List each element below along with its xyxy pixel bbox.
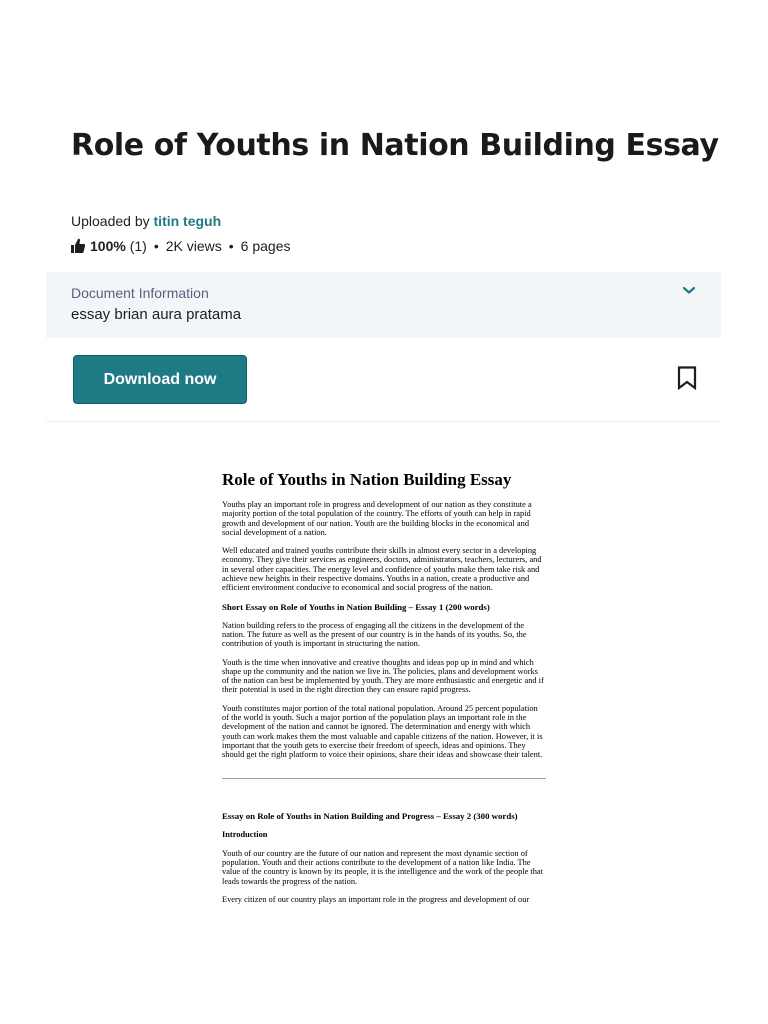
uploaded-by [71, 213, 221, 229]
view-count: 2K views [165, 238, 222, 254]
separator-dot: • [153, 238, 159, 254]
preview-paragraph: Youths play an important role in progress and development of our nation as they constitute a majority portion of the total population of the country. The efforts of youth can help in rapid growth and development of our nation. Youth are the building blocks in the economical and social development of a nation. [222, 500, 532, 537]
preview-heading: Essay on Role of Youths in Nation Building and Progress – Essay 2 (300 words) [222, 810, 518, 821]
document-preview-page [222, 470, 546, 913]
bookmark-icon[interactable] [676, 366, 698, 390]
document-information-panel[interactable] [46, 272, 721, 338]
thumbs-up-icon[interactable] [71, 238, 85, 254]
document-stats [71, 238, 291, 254]
page-count: 6 pages [240, 238, 291, 254]
preview-paragraph: Youth constitutes major portion of the total national population. Around 25 percent population of the world is youth. Such a major portion of the population plays an important role in the development of the nation and cannot be ignored. The determination and energy with which youth can work makes them the most valuable and capable citizens of the nation. However, it is important that the youth gets to exercise their freedom of speech, ideas and opinions. They should get the right platform to voice their opinions, share their ideas and showcase their talent. [222, 703, 543, 760]
preview-heading: Short Essay on Role of Youths in Nation Building – Essay 1 (200 words) [222, 601, 490, 612]
preview-paragraph: Youth is the time when innovative and creative thoughts and ideas pop up in mind and which shape up the community and the nation we live in. The policies, plans and development works of the nation can best be implemented by youth. They are more enthusiastic and energetic and if their potential is used in the right direction they can ensure rapid progress. [222, 657, 544, 695]
preview-rule [222, 778, 546, 779]
preview-title: Role of Youths in Nation Building Essay [222, 470, 512, 489]
document-description: essay brian aura pratama [71, 306, 242, 323]
author-link[interactable]: titin teguh [153, 213, 222, 229]
preview-paragraph: Nation building refers to the process of engaging all the citizens in the development of the nation. The future as well as the present of our country is in the hands of its youths. So, the contribution of youth is important in structuring the nation. [222, 620, 527, 649]
preview-paragraph: Every citizen of our country plays an important role in the progress and development of our [222, 895, 530, 905]
preview-subheading: Introduction [222, 829, 268, 839]
preview-paragraph: Well educated and trained youths contribute their skills in almost every sector in a developing economy. They give their services as engineers, doctors, administrators, teachers, lecturers, and in several other capacities. The energy level and confidence of youths make them take risk and achieve new heights in their respective domains. Youths in a nation, create a productive and efficient environment conducive to economical and social progress of the nation. [222, 546, 542, 593]
download-button[interactable]: Download now [73, 355, 247, 404]
separator-dot: • [228, 238, 234, 254]
section-divider [46, 421, 721, 422]
document-title: Role of Youths in Nation Building Essay [71, 128, 719, 163]
chevron-down-icon[interactable] [681, 284, 697, 296]
document-information-label: Document Information [71, 285, 209, 301]
uploaded-by-label: Uploaded by [71, 213, 154, 229]
preview-paragraph: Youth of our country are the future of our nation and represent the most dynamic section of population. Youth and their actions contribute to the development of a nation like India. The value of the country is known by its people, it is the intelligence and the work of the people that leads towards the progress of the nation. [222, 848, 543, 886]
rating-percent: 100% [90, 238, 126, 254]
rating-count: (1) [129, 238, 147, 254]
